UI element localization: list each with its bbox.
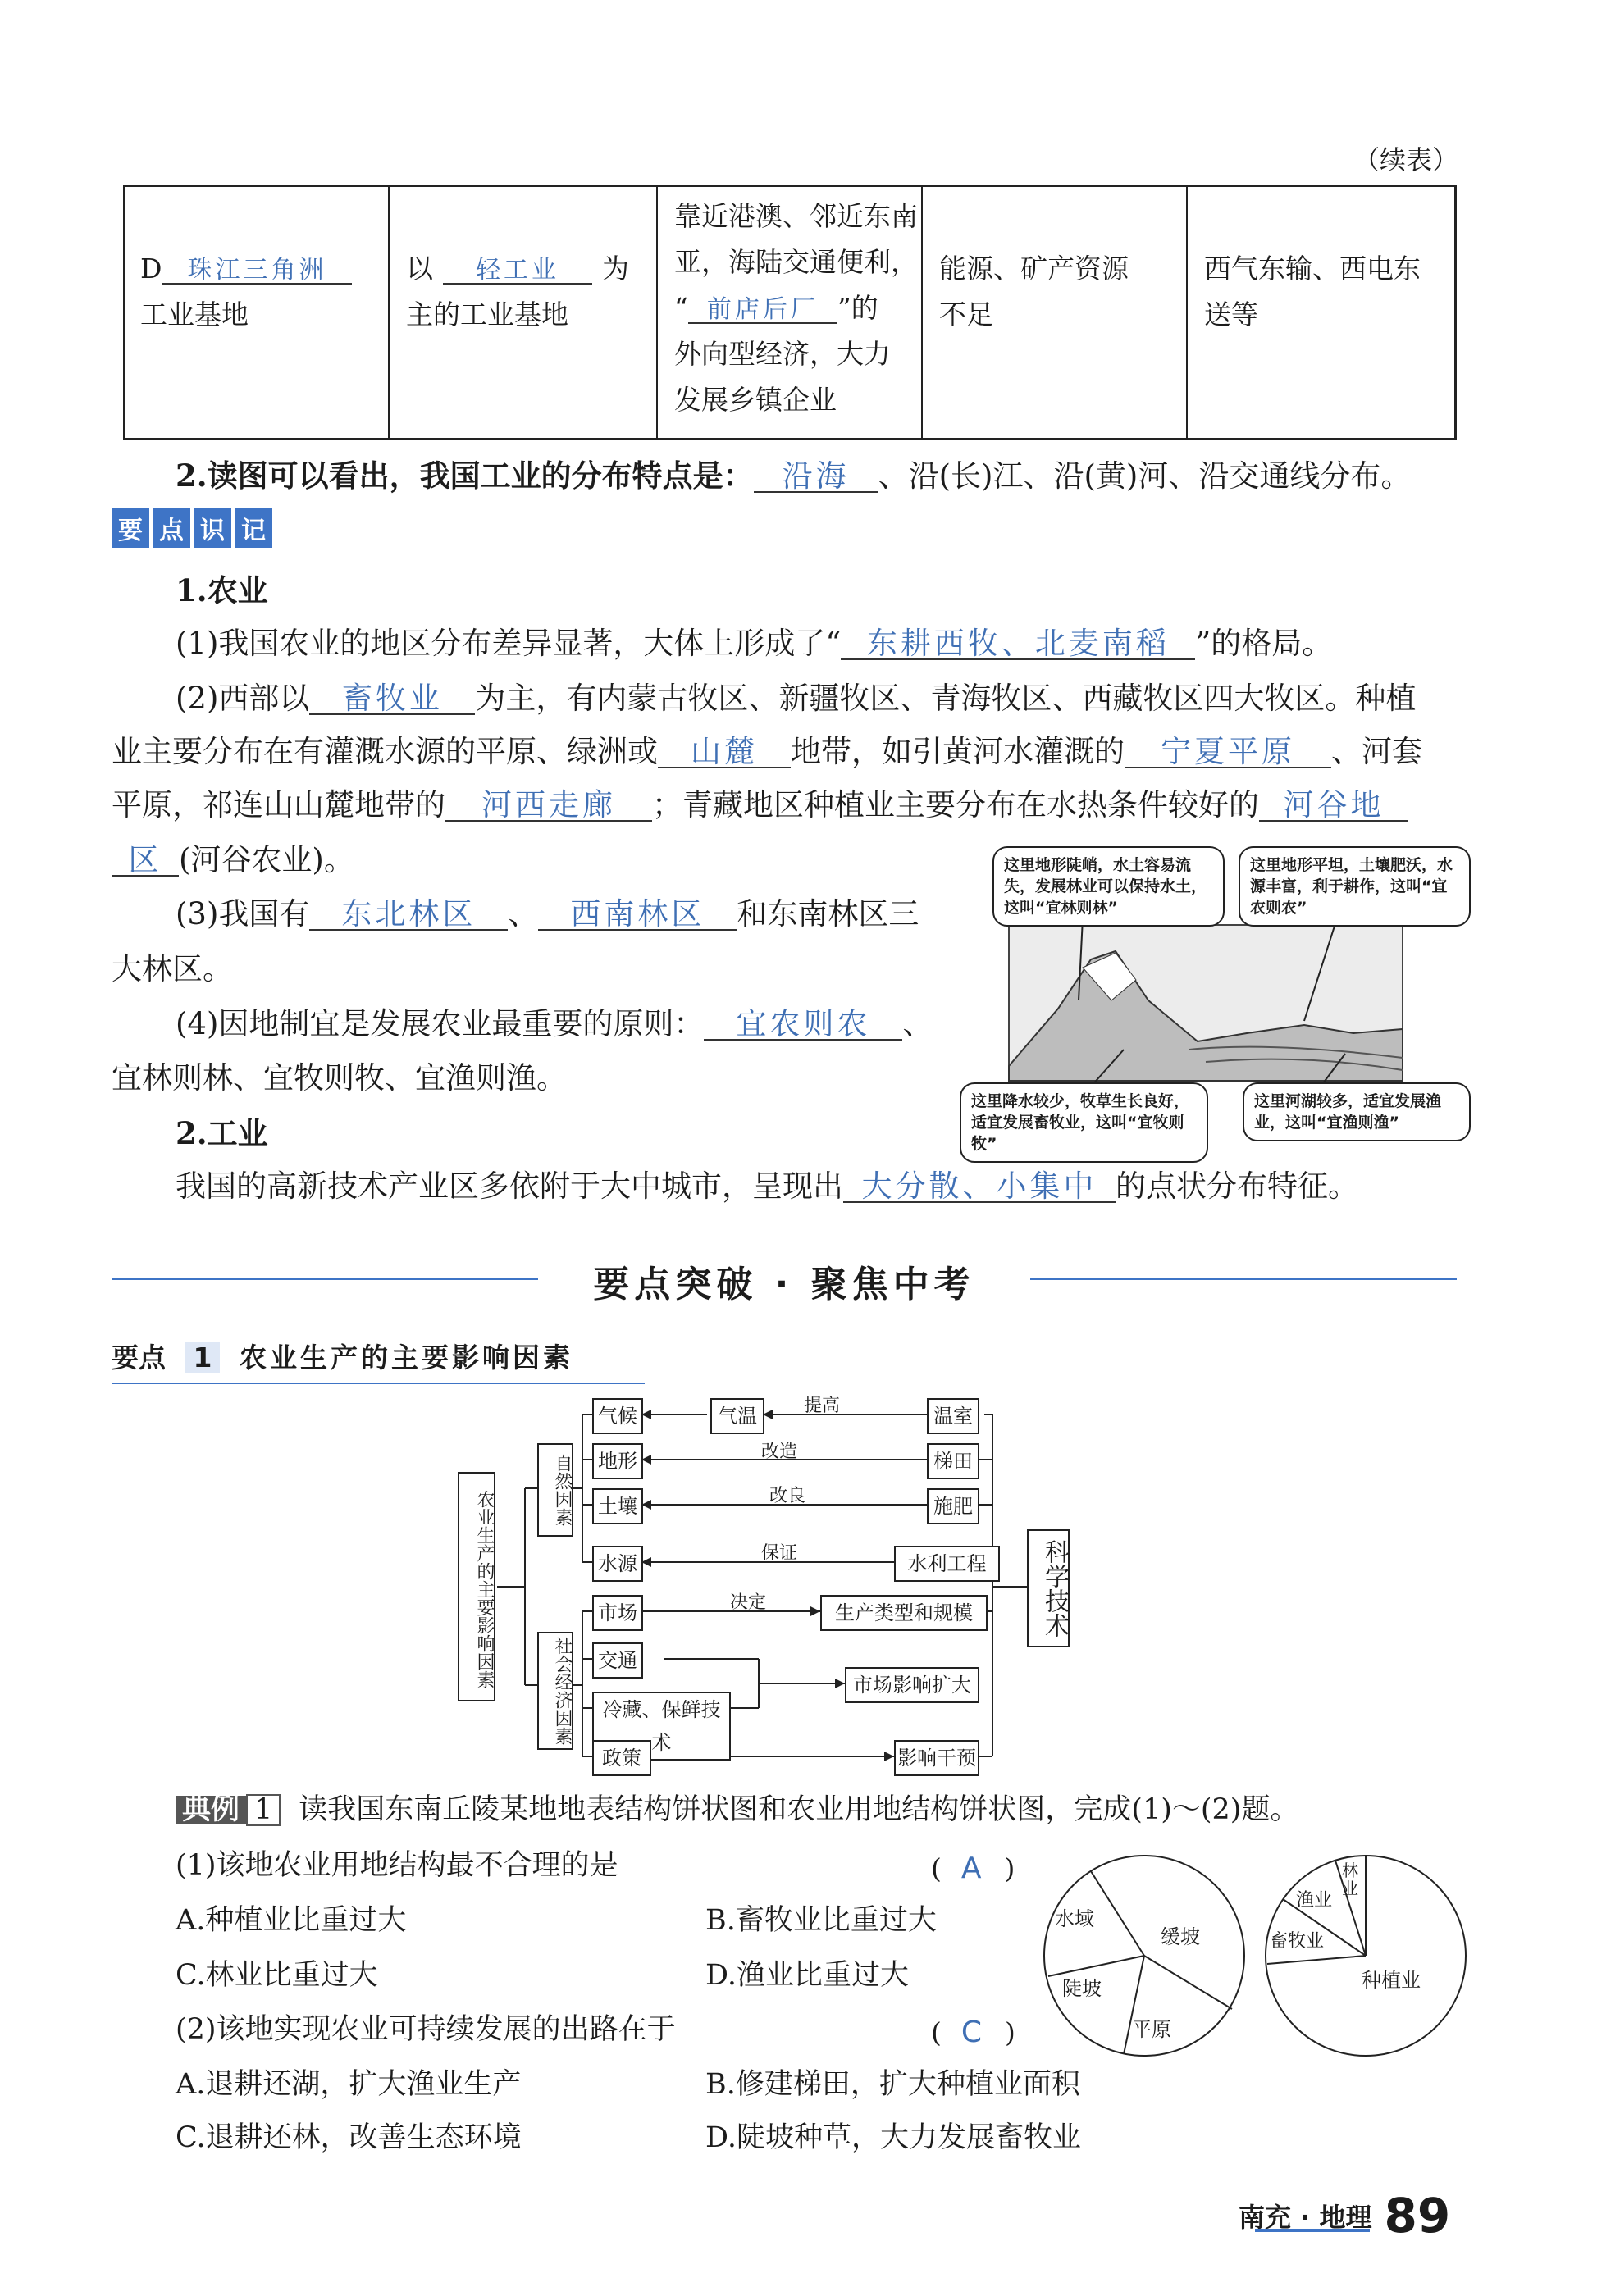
agri-p2-l4: [112, 842, 354, 877]
q1-option-d[interactable]: D.渔业比重过大: [705, 1959, 909, 1992]
temperature-box: 气温: [710, 1398, 764, 1434]
para-text: (4)因地制宜是发展农业最重要的原则：: [176, 1006, 705, 1041]
table-cell-problem: [923, 187, 1188, 438]
paren: ): [1004, 1852, 1015, 1884]
answer-blank[interactable]: 前店后厂: [688, 298, 837, 324]
example-q1: [176, 1849, 618, 1882]
question-text: (2)该地实现农业可持续发展的出路在于: [176, 2013, 676, 2046]
cell-text: 不足: [939, 298, 993, 330]
cold-storage-box: 冷藏、保鲜技术: [592, 1692, 731, 1761]
q2-option-a[interactable]: A.退耕还湖，扩大渔业生产: [176, 2068, 522, 2101]
key-num: 1: [185, 1342, 221, 1374]
section-banner: [112, 1255, 1457, 1304]
para-text: 我国的高新技术产业区多依附于大中城市，呈现出: [176, 1168, 843, 1204]
natural-factor-box: 自然因素: [537, 1443, 573, 1537]
technology-box: 科学技术: [1027, 1529, 1070, 1647]
pie-label: 渔业: [1296, 1890, 1333, 1911]
pie-label: 林业: [1342, 1861, 1358, 1898]
terrain-box: 地形: [592, 1443, 643, 1479]
cell-text: D: [140, 253, 162, 285]
example-num: 1: [246, 1794, 281, 1826]
key-title: 农业生产的主要影响因素: [239, 1342, 573, 1374]
climate-box: 气候: [592, 1398, 643, 1434]
cell-text: 靠近港澳、邻近东南: [674, 200, 918, 232]
agri-p4-l2: 宜林则林、宜牧则牧、宜渔则渔。: [112, 1060, 567, 1096]
answer-blank[interactable]: 大分散、小集中: [843, 1171, 1116, 1203]
footer-subject: 南充 · 地理: [1239, 2202, 1372, 2233]
cell-text: 工业基地: [140, 298, 249, 330]
terrain-illustration: [960, 836, 1452, 1164]
cell-text: 亚，海陆交通便利，: [674, 246, 918, 278]
footer-accent-line: [1255, 2229, 1370, 2232]
soil-box: 土壤: [592, 1488, 643, 1524]
para-text: ”的格局。: [1195, 626, 1333, 661]
para-text: 、: [508, 896, 539, 932]
label-decide: 决定: [730, 1592, 767, 1613]
answer-blank[interactable]: 山麓: [658, 736, 791, 768]
table-cell-advantage: [658, 187, 923, 438]
terrace-box: 梯田: [927, 1443, 979, 1479]
fertilizer-box: 施肥: [927, 1488, 979, 1524]
industry-distribution-question: [176, 458, 1412, 494]
tag-char: 要: [112, 508, 149, 548]
question-text: 、沿(长)江、沿(黄)河、沿交通线分布。: [878, 458, 1412, 494]
footer: [1239, 2188, 1450, 2244]
main-factor-box: 农业生产的主要影响因素: [458, 1472, 495, 1702]
para-text: 、: [902, 1006, 933, 1041]
social-factor-box: 社会经济因素: [537, 1632, 573, 1750]
tag-char: 点: [153, 508, 190, 548]
example-stem: [176, 1794, 1298, 1826]
water-box: 水源: [592, 1546, 643, 1582]
agri-p2-l1: [176, 683, 1416, 715]
pie-shape: [1263, 1853, 1468, 2058]
paren: (: [931, 1852, 942, 1884]
market-expand-box: 市场影响扩大: [845, 1667, 979, 1703]
key-point-heading: [112, 1337, 573, 1375]
table-cell-feature: [390, 187, 658, 438]
answer-blank[interactable]: 宜农则农: [704, 1009, 902, 1041]
answer-blank[interactable]: 西南林区: [538, 899, 737, 931]
key-points-tag: [112, 508, 276, 548]
pie-label: 畜牧业: [1270, 1931, 1325, 1952]
pie-label: 水域: [1055, 1907, 1094, 1930]
page-number: 89: [1384, 2188, 1451, 2244]
answer-blank[interactable]: 轻工业: [443, 258, 592, 285]
answer-choice[interactable]: A: [960, 1852, 985, 1885]
agri-p1: [176, 628, 1332, 660]
example-q2: [176, 2013, 676, 2046]
banner-title: 要点突破 · 聚焦中考: [593, 1264, 975, 1305]
agri-p3-l2: 大林区。: [112, 951, 233, 986]
land-surface-pie: [1042, 1853, 1247, 2058]
q2-option-c[interactable]: C.退耕还林，改善生态环境: [176, 2121, 522, 2154]
tag-char: 识: [194, 508, 231, 548]
question-text: 2.读图可以看出，我国工业的分布特点是：: [176, 458, 754, 494]
question-text: 读我国东南丘陵某地地表结构饼状图和农业用地结构饼状图，完成(1)～(2)题。: [299, 1793, 1299, 1826]
tag-char: 记: [235, 508, 272, 548]
answer-blank[interactable]: 珠江三角洲: [162, 258, 352, 285]
pie-label: 种植业: [1362, 1969, 1421, 1992]
cell-text: 能源、矿产资源: [939, 253, 1129, 285]
table-cell-measure: [1188, 187, 1452, 438]
cell-text: ”的: [837, 292, 878, 324]
agri-p2-l2: [112, 736, 1422, 768]
cell-text: “: [674, 292, 688, 324]
callout-forest: 这里地形陡峭，水土容易流失，发展林业可以保持水土，这叫“宜林则林”: [992, 846, 1225, 927]
para-text: (1)我国农业的地区分布差异显著，大体上形成了“: [176, 626, 842, 661]
greenhouse-box: 温室: [927, 1398, 979, 1434]
agri-p3: [176, 896, 919, 932]
market-box: 市场: [592, 1595, 643, 1631]
para-text: 地带，如引黄河水灌溉的: [791, 734, 1125, 769]
para-text: 、河套: [1331, 734, 1422, 769]
para-text: (河谷农业)。: [179, 842, 354, 877]
q1-option-c[interactable]: C.林业比重过大: [176, 1959, 378, 1992]
para-text: 和东南林区三: [737, 896, 919, 932]
para-text: (3)我国有: [176, 896, 310, 932]
para-text: 的点状分布特征。: [1116, 1168, 1358, 1204]
callout-fishery: 这里河湖较多，适宜发展渔业，这叫“宜渔则渔”: [1243, 1082, 1471, 1141]
agri-p4: [176, 1006, 933, 1041]
para-text: 业主要分布在有灌溉水源的平原、绿洲或: [112, 734, 658, 769]
callout-pasture: 这里降水较少，牧草生长良好，适宜发展畜牧业，这叫“宜牧则牧”: [960, 1082, 1208, 1163]
cell-text: 以: [406, 253, 433, 285]
intervention-box: 影响干预: [894, 1740, 979, 1776]
industry-title: 2.工业: [176, 1115, 268, 1151]
callout-farm: 这里地形平坦，土壤肥沃，水源丰富，利于耕作，这叫“宜农则农”: [1239, 846, 1471, 927]
para-text: 平原，祁连山山麓地带的: [112, 787, 445, 822]
para-text: 为主，有内蒙古牧区、新疆牧区、青海牧区、西藏牧区四大牧区。种植: [475, 681, 1417, 716]
transport-box: 交通: [592, 1642, 643, 1679]
label-improve: 提高: [804, 1396, 841, 1416]
para-text: ；青藏地区种植业主要分布在水热条件较好的: [652, 787, 1259, 822]
cell-text: 西气东输、西电东: [1204, 253, 1421, 285]
answer-blank[interactable]: 东耕西牧、北麦南稻: [841, 628, 1195, 660]
answer-blank[interactable]: 宁夏平原: [1125, 736, 1331, 768]
key-label: 要点: [112, 1342, 166, 1374]
example-label: 典例: [176, 1796, 246, 1824]
answer-blank[interactable]: 沿海: [754, 461, 878, 493]
answer-blank[interactable]: 东北林区: [309, 899, 508, 931]
land-use-pie: [1263, 1853, 1468, 2058]
label-ensure: 保证: [761, 1543, 798, 1564]
answer-blank[interactable]: 区: [112, 845, 179, 877]
q2-option-b[interactable]: B.修建梯田，扩大种植业面积: [705, 2068, 1080, 2101]
agri-p2-l3: [112, 787, 1408, 822]
policy-box: 政策: [592, 1740, 651, 1776]
continued-label: （续表）: [1353, 144, 1459, 175]
label-improve-soil: 改良: [769, 1486, 806, 1506]
para-text: (2)西部以: [176, 681, 310, 716]
answer-blank[interactable]: 河西走廊: [445, 790, 652, 822]
industry-base-table: [123, 184, 1457, 440]
q2-answer: [931, 2016, 1015, 2049]
q1-answer: [931, 1852, 1015, 1885]
agri-title: 1.农业: [176, 572, 268, 608]
question-text: (1)该地农业用地结构最不合理的是: [176, 1849, 618, 1882]
label-transform: 改造: [761, 1442, 798, 1462]
q1-option-a[interactable]: A.种植业比重过大: [176, 1904, 407, 1937]
q1-option-b[interactable]: B.畜牧业比重过大: [705, 1904, 937, 1937]
table-cell-name: [125, 187, 390, 438]
answer-blank[interactable]: 河谷地: [1259, 790, 1408, 822]
paren: (: [931, 2016, 942, 2048]
cell-text: 送等: [1204, 298, 1258, 330]
answer-choice[interactable]: C: [960, 2016, 986, 2049]
factors-diagram: [451, 1398, 1107, 1775]
cell-text: 为: [602, 253, 629, 285]
pie-label: 陡坡: [1062, 1977, 1102, 2000]
answer-blank[interactable]: 畜牧业: [309, 683, 475, 715]
cell-text: 主的工业基地: [406, 298, 568, 330]
irrigation-box: 水利工程: [894, 1546, 1000, 1582]
key-underline: [112, 1383, 645, 1384]
pie-label: 缓坡: [1161, 1925, 1200, 1948]
industry-para: [176, 1168, 1358, 1204]
paren: ): [1005, 2016, 1015, 2048]
production-type-box: 生产类型和规模: [820, 1595, 988, 1631]
cell-text: 外向型经济，大力: [674, 338, 891, 370]
cell-text: 发展乡镇企业: [674, 384, 837, 416]
q2-option-d[interactable]: D.陡坡种草，大力发展畜牧业: [705, 2121, 1081, 2154]
pie-label: 平原: [1132, 2018, 1171, 2041]
